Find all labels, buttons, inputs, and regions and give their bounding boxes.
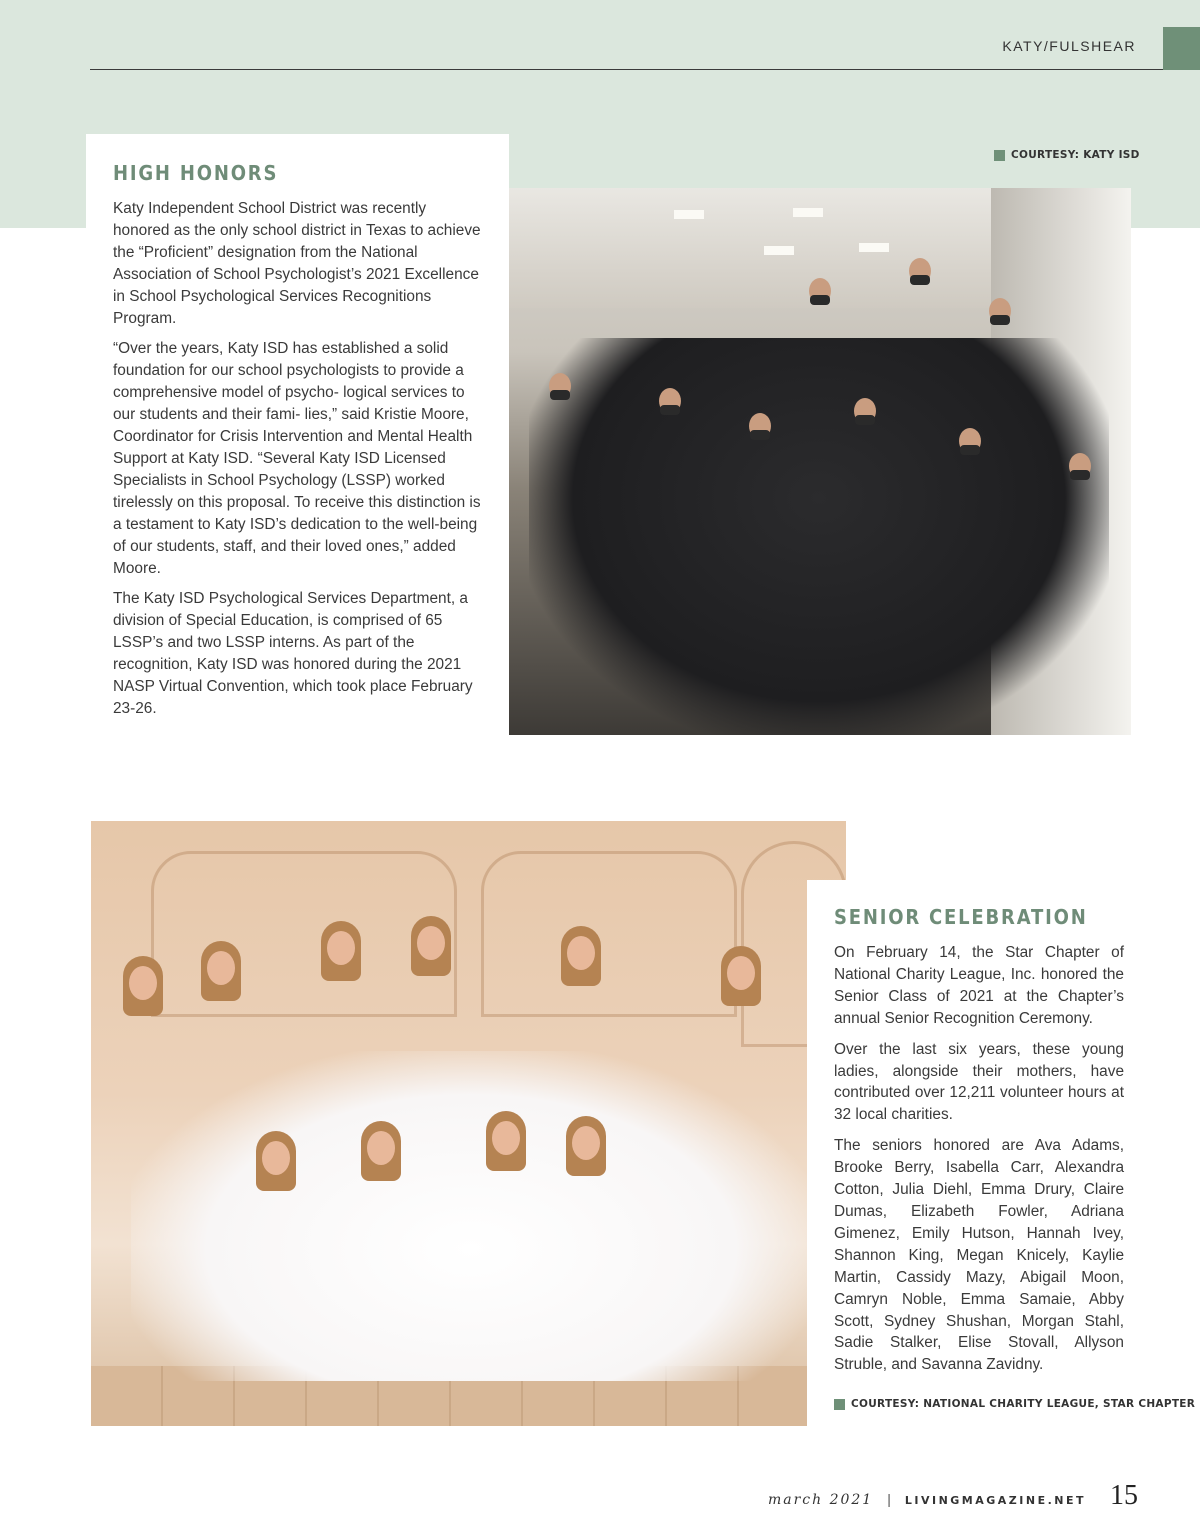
face-mask (1070, 470, 1090, 480)
article-heading: HIGH HONORS (113, 161, 279, 185)
face-mask (910, 275, 930, 285)
footer-separator: | (887, 1491, 891, 1507)
website-link[interactable]: LIVINGMAGAZINE.NET (904, 1494, 1086, 1507)
paragraph: The Katy ISD Psychological Services Department, a division of Special Education, is comprised of 65 LSSP’s and two LSSP interns. As part of the recognition, Katy ISD was honored during the 2021 NASP Virtual Convention, which took place February 23-26. (113, 590, 473, 717)
ceiling-light (793, 208, 823, 217)
paragraph: Over the last six years, these young ladies, alongside their mothers, have contributed over 12,211 volunteer hours at 32 local charities. (834, 1040, 1124, 1124)
face (567, 936, 595, 970)
photo-crowd (529, 338, 1109, 735)
face-mask (855, 415, 875, 425)
face-mask (990, 315, 1010, 325)
photo-credit (994, 149, 1140, 161)
face (262, 1141, 290, 1175)
face (327, 931, 355, 965)
section-tab (1163, 27, 1200, 70)
face (727, 956, 755, 990)
ceiling-light (764, 246, 794, 255)
paragraph: The seniors honored are Ava Adams, Brooke Berry, Isabella Carr, Alexandra Cotton, Julia Diehl, Emma Drury, Claire Dumas, Elizabeth Fowler, Adriana Gimenez, Emily Hutson, Hannah Ivey, Shannon King, Megan Knicely, Kaylie Martin, Cassidy Mazy, Abigail Moon, Camryn Noble, Emma Samaie, Abby Scott, Sydney Shushan, Morgan Stahl, Sadie Stalker, Elise Stovall, Allyson Struble, and Savanna Zavidny. (834, 1137, 1124, 1374)
staff-group-photo (509, 188, 1131, 735)
article-heading: SENIOR CELEBRATION (834, 905, 1088, 929)
paragraph: Katy Independent School District was recently honored as the only school district in Texas to achieve the “Proficient” designation from the National Association of School Psychologist’s 2021 Excellence in School Psychological Services Recognitions Program. (113, 200, 481, 327)
header-rule (90, 69, 1163, 70)
article-high-honors (86, 134, 509, 754)
article-body (113, 198, 485, 729)
ceiling-light (859, 243, 889, 252)
article-body (834, 942, 1124, 1385)
face (129, 966, 157, 1000)
credit-square-icon (994, 150, 1005, 161)
photo-credit (834, 1398, 1195, 1410)
article-senior-celebration (807, 880, 1137, 1440)
issue-date: march 2021 (767, 1492, 874, 1508)
seniors-group-photo (91, 821, 846, 1426)
face (367, 1131, 395, 1165)
page-footer (768, 1480, 1138, 1512)
white-gowns (131, 1051, 811, 1381)
face (207, 951, 235, 985)
section-label: KATY/FULSHEAR (1002, 38, 1136, 54)
photo-credit-text: COURTESY: KATY ISD (1011, 149, 1140, 161)
wood-door-panel (481, 851, 737, 1017)
ceiling-light (674, 210, 704, 219)
credit-square-icon (834, 1399, 845, 1410)
face (572, 1126, 600, 1160)
face-mask (750, 430, 770, 440)
face-mask (550, 390, 570, 400)
face-mask (810, 295, 830, 305)
face (417, 926, 445, 960)
face-mask (660, 405, 680, 415)
paragraph: “Over the years, Katy ISD has established a solid foundation for our school psychologists to provide a comprehensive model of psycho- logical services to our students and their fami- lies,” said Kristie Moore, Coordinator for Crisis Intervention and Mental Health Support at Katy ISD. “Several Katy ISD Licensed Specialists in School Psychology (LSSP) worked tirelessly on this proposal. To receive this distinction is a testament to Katy ISD’s dedication to the well-being of our students, staff, and their loved ones,” added Moore. (113, 340, 481, 577)
page-number: 15 (1110, 1480, 1138, 1511)
face-mask (960, 445, 980, 455)
paragraph: On February 14, the Star Chapter of National Charity League, Inc. honored the Senior Class of 2021 at the Chapter’s annual Senior Recognition Ceremony. (834, 944, 1124, 1027)
face (492, 1121, 520, 1155)
photo-credit-text: COURTESY: NATIONAL CHARITY LEAGUE, STAR CHAPTER (851, 1398, 1196, 1410)
